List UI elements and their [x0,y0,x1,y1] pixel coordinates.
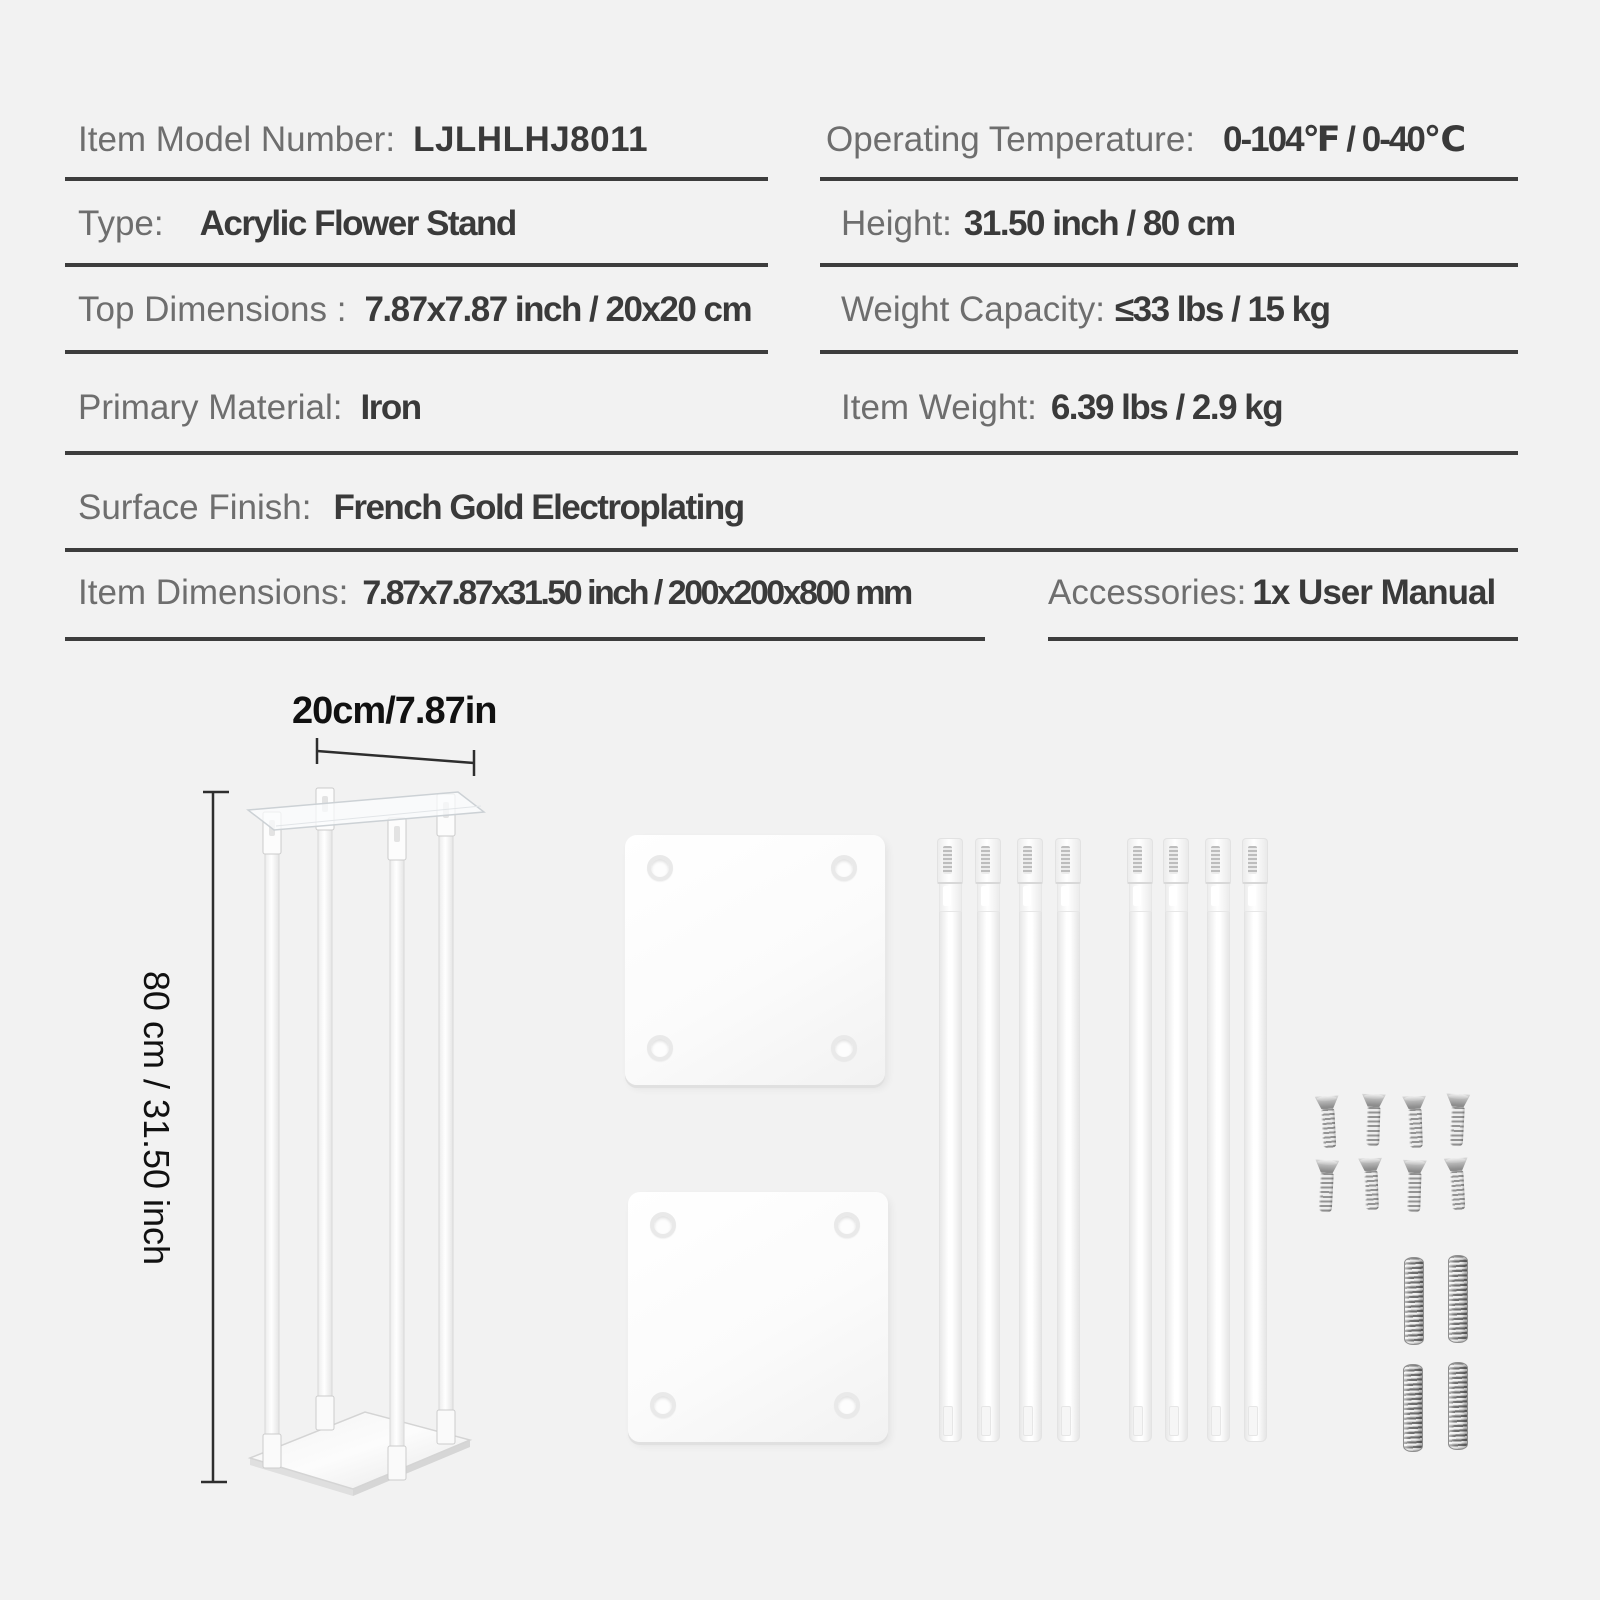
divider-line [820,350,1518,354]
tube-thread-insert [1169,846,1178,874]
screw [1444,1157,1471,1212]
tube-bottom-slot [1169,1406,1179,1436]
spec-label: Primary Material: [78,388,343,427]
screw [1444,1093,1471,1148]
divider-line [65,263,768,267]
spec-label: Item Dimensions: [78,573,349,612]
tube-bottom-slot [1061,1406,1071,1436]
spec-row-top-dimensions [78,288,751,332]
tube-thread-insert [1061,846,1070,874]
tube-neck [1129,884,1152,912]
tube-cap [1163,838,1189,884]
threaded-rod [1448,1255,1468,1343]
spec-label: Type: [78,204,164,243]
tube-body [1165,912,1188,1442]
screw-head [1315,1159,1340,1173]
tube-neck [1057,884,1080,912]
tube-neck [939,884,962,912]
spec-value: French Gold Electroplating [333,488,744,527]
threaded-rod [1404,1257,1424,1345]
stand-legs [265,800,453,1480]
spec-row-surface-finish [78,486,744,530]
tube-leg [1242,838,1268,1442]
tube-neck [1165,884,1188,912]
plate-hole [647,1035,673,1061]
tube-leg [1055,838,1081,1442]
tube-bottom-slot [1023,1406,1033,1436]
screw [1401,1160,1427,1215]
tube-cap [937,838,963,884]
plate-hole [650,1392,676,1418]
tube-thread-insert [1248,846,1257,874]
screw-shaft [1318,1173,1333,1213]
screw-head [1315,1095,1340,1109]
tube-neck [1207,884,1230,912]
plate-hole [831,855,857,881]
screw-shaft [1450,1171,1465,1211]
plate-hole [834,1212,860,1238]
divider-line [65,177,768,181]
screw [1313,1159,1340,1214]
spec-label: Surface Finish: [78,488,312,527]
tube-body [1019,912,1042,1442]
divider-line [1048,637,1518,641]
spec-row-weight-capacity [841,288,1330,332]
tube-neck [977,884,1000,912]
spec-value: Iron [360,388,421,427]
screw-head [1444,1157,1469,1171]
tube-body [1129,912,1152,1442]
tube-leg [975,838,1001,1442]
screw-shaft [1449,1107,1464,1147]
screw [1360,1094,1386,1149]
flower-stand-diagram [120,680,520,1510]
screw [1358,1158,1384,1213]
spec-row-type [78,202,516,246]
plate-hole [831,1035,857,1061]
screw-shaft [1321,1109,1336,1149]
tube-body [977,912,1000,1442]
tube-bottom-slot [981,1406,991,1436]
tube-cap [1055,838,1081,884]
tube-thread-insert [981,846,990,874]
plate-hole [834,1392,860,1418]
tube-leg [1127,838,1153,1442]
spec-row-accessories [1048,571,1495,615]
threaded-rod [1448,1362,1468,1450]
plate-hole [650,1212,676,1238]
spec-label: Operating Temperature: [826,120,1196,159]
height-dimension-label: 80 cm / 31.50 inch [136,970,177,1266]
tube-cap [1205,838,1231,884]
spec-value: 0-104℉ / 0-40℃ [1223,120,1465,159]
tube-cap [1242,838,1268,884]
acrylic-plate [625,835,885,1085]
tube-thread-insert [1133,846,1142,874]
spec-value: LJLHLHJ8011 [413,120,649,159]
tube-thread-insert [1211,846,1220,874]
screw [1315,1095,1342,1150]
tube-leg [937,838,963,1442]
spec-row-item-dimensions [78,571,911,615]
divider-line [65,548,1518,552]
tube-cap [975,838,1001,884]
spec-value: ≤33 lbs / 15 kg [1114,290,1330,329]
screw-shaft [1364,1171,1378,1210]
spec-row-model-number [78,118,648,162]
tube-bottom-slot [943,1406,953,1436]
dimension-lines [201,738,474,1482]
spec-row-item-weight [841,386,1282,430]
tube-thread-insert [943,846,952,874]
tube-body [1057,912,1080,1442]
tube-neck [1019,884,1042,912]
divider-line [65,451,1518,455]
tube-body [1244,912,1267,1442]
spec-label: Top Dimensions : [78,290,347,329]
screw-head [1361,1094,1385,1108]
divider-line [65,637,985,641]
tube-leg [1163,838,1189,1442]
spec-label: Item Model Number: [78,120,396,159]
tube-body [1207,912,1230,1442]
top-width-dimension-label: 20cm/7.87in [292,690,497,732]
screw-head [1358,1158,1382,1172]
divider-line [820,177,1518,181]
spec-label: Accessories: [1048,573,1247,612]
acrylic-plate [628,1192,888,1442]
screw-head [1402,1096,1426,1110]
divider-line [65,350,768,354]
spec-row-primary-material [78,386,421,430]
spec-value: 7.87x7.87x31.50 inch / 200x200x800 mm [362,574,911,612]
tube-leg [1205,838,1231,1442]
threaded-rod [1403,1364,1423,1452]
tube-bottom-slot [1133,1406,1143,1436]
spec-row-height [841,202,1235,246]
spec-label: Weight Capacity: [841,290,1105,329]
tube-body [939,912,962,1442]
tube-bottom-slot [1211,1406,1221,1436]
spec-value: Acrylic Flower Stand [199,204,516,243]
spec-label: Height: [841,204,952,243]
screw-shaft [1408,1109,1422,1148]
screw-shaft [1366,1107,1380,1146]
tube-cap [1017,838,1043,884]
tube-cap [1127,838,1153,884]
tube-thread-insert [1023,846,1032,874]
spec-row-operating-temperature [826,118,1464,162]
spec-value: 7.87x7.87 inch / 20x20 cm [364,290,752,329]
tube-leg [1017,838,1043,1442]
tube-bottom-slot [1248,1406,1258,1436]
spec-value: 6.39 lbs / 2.9 kg [1050,388,1283,427]
screw-head [1446,1093,1471,1107]
spec-value: 31.50 inch / 80 cm [963,204,1235,243]
spec-value: 1x User Manual [1252,573,1496,612]
screw-shaft [1407,1173,1421,1212]
screw-head [1402,1160,1426,1174]
plate-hole [647,855,673,881]
screw [1402,1096,1428,1151]
spec-label: Item Weight: [841,388,1037,427]
divider-line [820,263,1518,267]
tube-neck [1244,884,1267,912]
